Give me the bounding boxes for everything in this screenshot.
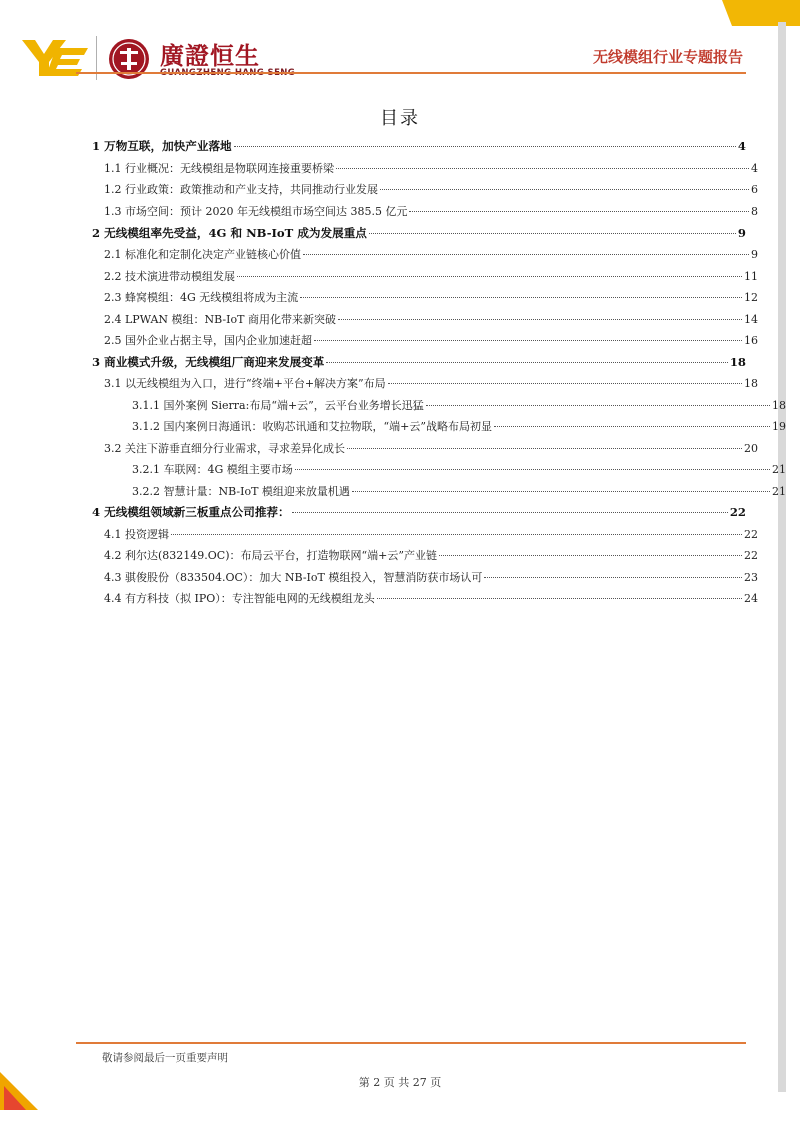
toc-entry[interactable] [92, 311, 758, 331]
toc-entry-page: 9 [751, 248, 758, 261]
toc-entry[interactable] [92, 289, 758, 309]
page-number: 第 2 页 共 27 页 [358, 1076, 442, 1089]
header-divider [76, 72, 746, 74]
toc-leader [237, 275, 742, 277]
corner-decoration-top-right [710, 0, 800, 30]
toc-entry-title: 2.2 技术演进带动模组发展 [104, 270, 235, 283]
toc-entry[interactable] [92, 332, 758, 352]
toc-entry-title: 2 无线模组率先受益，4G 和 NB-IoT 成为发展重点 [92, 226, 367, 240]
toc-leader [484, 576, 742, 578]
toc-entry[interactable] [92, 138, 746, 158]
toc-leader [494, 425, 770, 427]
toc-entry-title: 3.1 以无线模组为入口，进行“终端+平台+解决方案”布局 [104, 377, 386, 390]
toc-entry-page: 20 [744, 442, 758, 455]
toc-entry[interactable] [92, 461, 786, 481]
toc-entry-page: 18 [772, 399, 786, 412]
toc-entry[interactable] [92, 440, 758, 460]
footer-divider [76, 1042, 746, 1044]
toc-entry-title: 1.3 市场空间：预计 2020 年无线模组市场空间达 385.5 亿元 [104, 205, 408, 218]
toc-entry[interactable] [92, 569, 758, 589]
toc-entry[interactable] [92, 181, 758, 201]
toc-entry-page: 22 [729, 505, 746, 519]
toc-entry-title: 1 万物互联，加快产业落地 [92, 139, 232, 153]
toc-leader [426, 404, 770, 406]
toc-entry-page: 11 [744, 270, 758, 283]
toc-leader [369, 232, 736, 234]
toc-entry-title: 3.1.1 国外案例 Sierra:布局“端+云”，云平台业务增长迅猛 [132, 399, 424, 412]
toc-entry-title: 4 无线模组领域新三板重点公司推荐： [92, 505, 290, 519]
toc-entry-page: 22 [744, 528, 758, 541]
toc-heading: 目录 [380, 108, 420, 129]
toc-entry-title: 3.2 关注下游垂直细分行业需求，寻求差异化成长 [104, 442, 345, 455]
toc-leader [347, 447, 742, 449]
toc-leader [295, 468, 770, 470]
toc-entry-title: 2.4 LPWAN 模组：NB-IoT 商用化带来新突破 [104, 313, 336, 326]
toc-entry-page: 4 [751, 162, 758, 175]
toc-entry-title: 1.2 行业政策：政策推动和产业支持，共同推动行业发展 [104, 183, 378, 196]
toc-entry-title: 1.1 行业概况：无线模组是物联网连接重要桥梁 [104, 162, 334, 175]
toc-entry[interactable] [92, 268, 758, 288]
report-title: 无线模组行业专题报告 [592, 48, 743, 66]
toc-leader [336, 167, 749, 169]
toc-entry[interactable] [92, 590, 758, 610]
toc-leader [303, 253, 749, 255]
toc-entry[interactable] [92, 418, 786, 438]
toc-entry-page: 21 [772, 485, 786, 498]
toc-entry-title: 3.1.2 国内案例日海通讯：收购芯讯通和艾拉物联，“端+云”战略布局初显 [132, 420, 492, 433]
toc-entry-page: 22 [744, 549, 758, 562]
toc-entry-title: 4.4 有方科技（拟 IPO）：专注智能电网的无线模组龙头 [104, 592, 375, 605]
toc-entry-page: 19 [772, 420, 786, 433]
toc-entry-title: 2.1 标准化和定制化决定产业链核心价值 [104, 248, 301, 261]
toc-leader [234, 145, 736, 147]
toc-entry-page: 9 [737, 226, 746, 240]
toc-leader [409, 210, 749, 212]
toc-entry-page: 18 [729, 355, 746, 369]
toc-entry[interactable] [92, 246, 758, 266]
toc-entry-page: 8 [751, 205, 758, 218]
toc-entry-page: 12 [744, 291, 758, 304]
toc-entry[interactable] [92, 225, 746, 245]
toc-entry-page: 21 [772, 463, 786, 476]
toc-entry-page: 4 [737, 139, 746, 153]
disclaimer-note: 敬请参阅最后一页重要声明 [102, 1052, 228, 1064]
toc-leader [338, 318, 742, 320]
toc-leader [388, 382, 742, 384]
toc-entry-title: 4.1 投资逻辑 [104, 528, 169, 541]
toc-leader [171, 533, 742, 535]
toc-entry-title: 4.3 骐俊股份（833504.OC）：加大 NB-IoT 模组投入，智慧消防获市场认可 [104, 571, 483, 584]
toc-entry[interactable] [92, 160, 758, 180]
toc-leader [380, 188, 749, 190]
toc-entry-page: 14 [744, 313, 758, 326]
toc-entry-title: 4.2 利尔达(832149.OC)：布局云平台，打造物联网“端+云”产业链 [104, 549, 437, 562]
brand-name-cn: 廣證恒生 [160, 42, 260, 70]
toc-entry[interactable] [92, 375, 758, 395]
toc-entry-title: 2.3 蜂窝模组：4G 无线模组将成为主流 [104, 291, 299, 304]
toc-entry-page: 23 [744, 571, 758, 584]
toc-leader [292, 511, 728, 513]
toc-entry-page: 16 [744, 334, 758, 347]
toc-entry-title: 3.2.1 车联网：4G 模组主要市场 [132, 463, 293, 476]
toc-entry-page: 24 [744, 592, 758, 605]
toc-leader [326, 361, 727, 363]
toc-entry[interactable] [92, 483, 786, 503]
toc-leader [377, 597, 742, 599]
toc-entry-page: 6 [751, 183, 758, 196]
toc-entry[interactable] [92, 354, 746, 374]
toc-leader [314, 339, 742, 341]
toc-entry[interactable] [92, 526, 758, 546]
toc-entry[interactable] [92, 397, 786, 417]
page-edge-rule [778, 22, 786, 1092]
toc-entry-title: 3.2.2 智慧计量：NB-IoT 模组迎来放量机遇 [132, 485, 350, 498]
toc-entry-title: 2.5 国外企业占据主导，国内企业加速赶超 [104, 334, 312, 347]
toc-leader [300, 296, 742, 298]
toc-entry[interactable] [92, 504, 746, 524]
toc-entry[interactable] [92, 547, 758, 567]
toc-entry-page: 18 [744, 377, 758, 390]
toc-leader [439, 554, 742, 556]
toc-leader [352, 490, 770, 492]
toc-entry-title: 3 商业模式升级，无线模组厂商迎来发展变革 [92, 355, 325, 369]
toc-entry[interactable] [92, 203, 758, 223]
